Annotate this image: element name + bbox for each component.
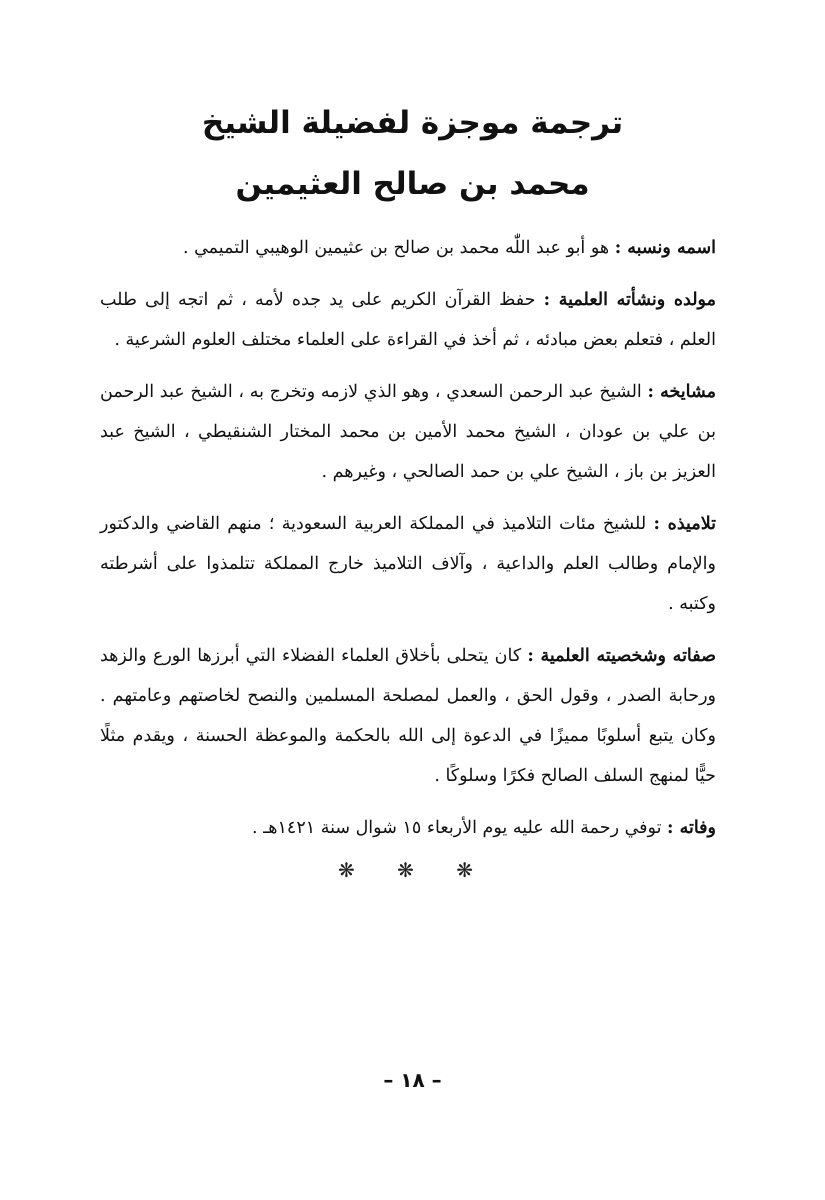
section-label: وفاته : (667, 818, 716, 838)
section-text: هو أبو عبد اللّٰه محمد بن صالح بن عثيمين الوهيبي التميمي . (182, 238, 610, 258)
title-block (0, 105, 825, 202)
section-text: للشيخ مئات التلاميذ في المملكة العربية السعودية ؛ منهم القاضي والدكتور والإمام وطالب العلم والداعية ، وآلاف التلاميذ خارج المملكة تتلمذوا على أشرطته وكتبه . (100, 514, 716, 614)
page-number: – ١٨ – (383, 1068, 442, 1092)
section-teachers (100, 372, 716, 492)
section-label: صفاته وشخصيته العلمية : (527, 646, 716, 666)
section-students (100, 504, 716, 624)
section-death (100, 808, 716, 848)
page-title-line-1: ترجمة موجزة لفضيلة الشيخ (201, 105, 624, 141)
section-label: مولده ونشأته العلمية : (543, 290, 716, 310)
section-text: توفي رحمة الله عليه يوم الأربعاء ١٥ شوال سنة ١٤٢١هـ . (252, 818, 662, 838)
star-icon: ❋ (456, 858, 487, 882)
section-label: مشايخه : (647, 382, 716, 402)
section-birth-upbringing (100, 280, 716, 360)
ornament-divider (0, 858, 825, 882)
star-icon: ❋ (397, 858, 428, 882)
section-text: كان يتحلى بأخلاق العلماء الفضلاء التي أبرزها الورع والزهد ورحابة الصدر ، وقول الحق ، والعمل لمصلحة المسلمين والنصح لخاصتهم وعامتهم . وكان يتبع أسلوبًا مميزًا في الدعوة إلى الله بالحكمة والموعظة الحسنة ، ويقدم مثلًا حيًّا لمنهج السلف الصالح فكرًا وسلوكًا . (100, 646, 716, 786)
section-text: الشيخ عبد الرحمن السعدي ، وهو الذي لازمه وتخرج به ، الشيخ عبد الرحمن بن علي بن عودان ، الشيخ محمد الأمين بن محمد المختار الشنقيطي ، الشيخ عبد العزيز بن باز ، الشيخ علي بن حمد الصالحي ، وغيرهم . (100, 382, 716, 482)
section-text: حفظ القرآن الكريم على يد جده لأمه ، ثم اتجه إلى طلب العلم ، فتعلم بعض مبادئه ، ثم أخذ في القراءة على العلماء مختلف العلوم الشرعية . (100, 290, 716, 350)
section-label: تلاميذه : (653, 514, 717, 534)
biography-body (100, 228, 716, 860)
section-character (100, 636, 716, 796)
section-label: اسمه ونسبه : (614, 238, 716, 258)
section-name-lineage (100, 228, 716, 268)
page-title-line-2: محمد بن صالح العثيمين (235, 166, 590, 202)
star-icon: ❋ (337, 858, 369, 882)
